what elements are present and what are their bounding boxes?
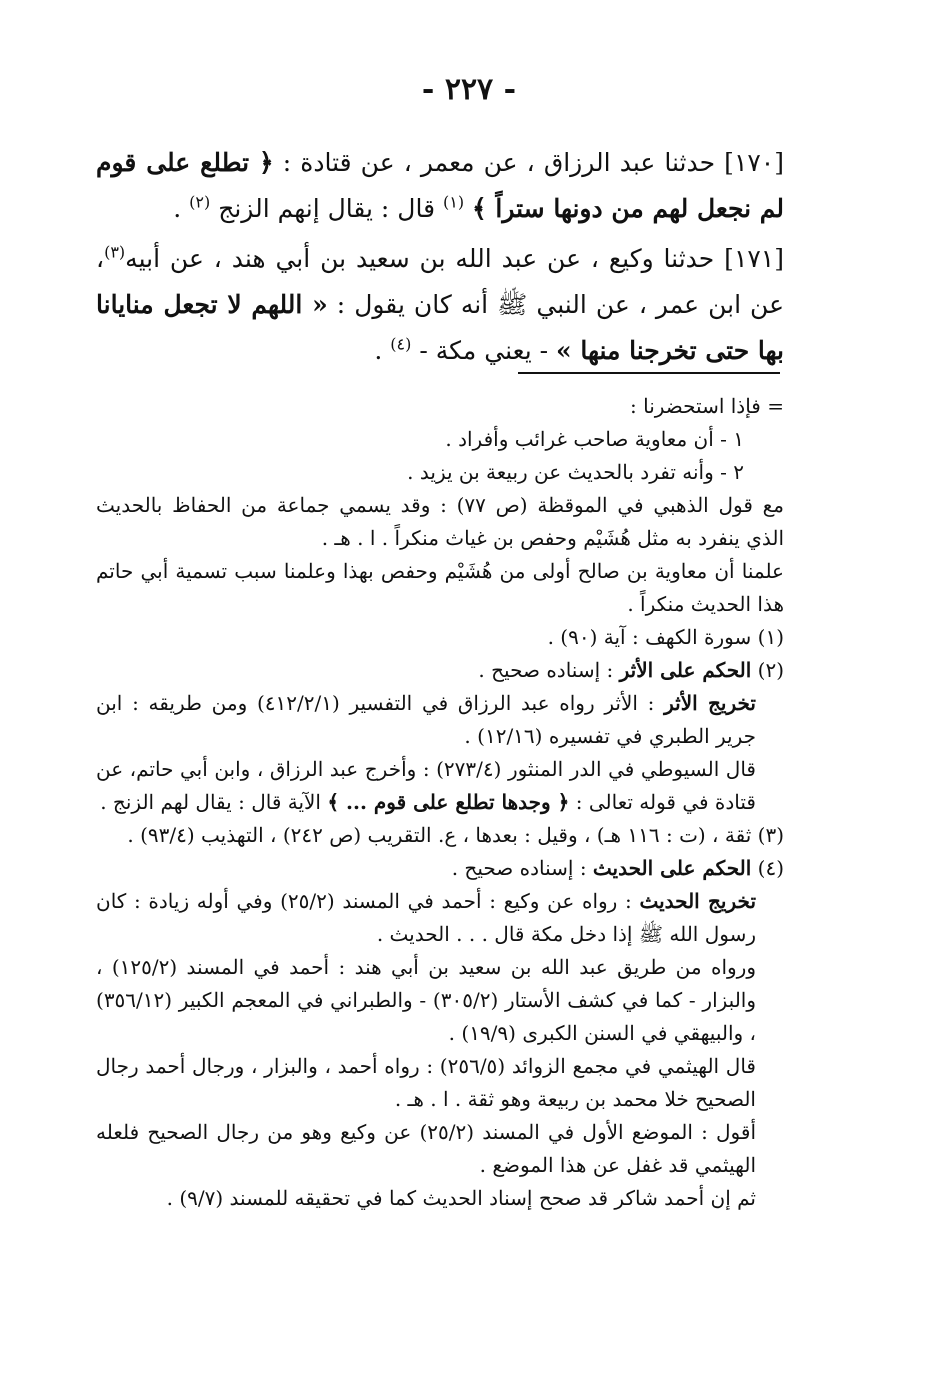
- footnote-label: الحكم على الحديث: [592, 856, 752, 880]
- footnote-continuation: [96, 390, 784, 423]
- hadith-170: [96, 140, 784, 232]
- footnote-label: الحكم على الأثر: [619, 658, 752, 682]
- takhrij-label: تخريج الأثر: [664, 691, 756, 715]
- footnote-number: (٢): [757, 658, 784, 682]
- matn-text: قال : يقال إنهم الزنج: [218, 194, 436, 223]
- footnotes: [96, 390, 784, 1215]
- end-mark: .: [173, 194, 182, 223]
- footnote-ref: (١): [443, 192, 465, 212]
- hadith-number: [١٧١]: [724, 244, 784, 273]
- footnote-ref: (٣): [104, 242, 126, 262]
- footnote-4-para: ثم إن أحمد شاكر قد صحح إسناد الحديث كما في تحقيقه للمسند (٩/٧) .: [166, 1186, 756, 1210]
- isnad-text: حدثنا عبد الرزاق ، عن معمر ، عن قتادة :: [282, 148, 716, 177]
- matn-text: - يعني مكة -: [419, 336, 549, 365]
- footnote-4-para: أقول : الموضع الأول في المسند (٢٥/٢) عن وكيع وهو من رجال الصحيح فلعله الهيثمي قد غفل عن هذا الموضع .: [96, 1120, 757, 1177]
- footnote-2-suyuti: [96, 753, 784, 819]
- footnote-4-takhrij: [96, 885, 784, 951]
- footnote-line: فإذا استحضرنا :: [630, 394, 761, 418]
- footnote-number: (٤): [757, 856, 784, 880]
- dua-text: « اللهم لا تجعل منايانا بها حتى تخرجنا منها »: [96, 290, 784, 365]
- footnote-text: قال السيوطي في الدر المنثور (٢٧٣/٤) : وأخرج عبد الرزاق ، وابن أبي حاتم، عن قتادة في قوله تعالى :: [96, 757, 756, 814]
- isnad-text: حدثنا وكيع ، عن عبد الله بن سعيد بن أبي هند ، عن أبيه: [125, 244, 715, 273]
- footnote-2: [96, 654, 784, 687]
- takhrij-text: : رواه عن وكيع : أحمد في المسند (٢٥/٢) وفي أوله زيادة : كان رسول الله ﷺ إذا دخل مكة قال . . . الحديث .: [96, 889, 756, 946]
- end-mark: .: [374, 336, 383, 365]
- footnote-3: (٣) ثقة ، (ت : ١١٦ هـ) ، وقيل : بعدها ، ع. التقريب (ص ٢٤٢) ، التهذيب (٩٣/٤) .: [127, 823, 784, 847]
- quran-verse: ﴿ وجدها تطلع على قوم ... ﴾: [327, 790, 570, 814]
- footnote-ref: (٢): [189, 192, 211, 212]
- main-text: [96, 140, 784, 378]
- footnote-4-para: ورواه من طريق عبد الله بن سعيد بن أبي هند : أحمد في المسند (١٢٥/٢) ، والبزار - كما في كشف الأستار (٣٠٥/٢) - والطبراني في المعجم الكبير (٣٥٦/١٢) ، والبيهقي في السنن الكبرى (١٩/٩) .: [96, 955, 756, 1045]
- footnote-line: علمنا أن معاوية بن صالح أولى من هُشَيْم وحفص بهذا وعلمنا سبب تسمية أبي حاتم هذا الحديث منكراً .: [96, 559, 784, 616]
- footnote-line: ١ - أن معاوية صاحب غرائب وأفراد .: [445, 427, 744, 451]
- isnad-text-2: ، عن ابن عمر ، عن النبي ﷺ أنه كان يقول :: [96, 244, 784, 319]
- footnote-2-takhrij: [96, 687, 784, 753]
- footnote-1: (١) سورة الكهف : آية (٩٠) .: [547, 625, 784, 649]
- quran-verse: ﴿ تطلع على قوم لم نجعل لهم من دونها ستراً ﴾: [96, 148, 784, 223]
- takhrij-label: تخريج الحديث: [639, 889, 757, 913]
- footnote-text: : إسناده صحيح .: [478, 658, 614, 682]
- hadith-171: [96, 236, 784, 374]
- footnote-ref: (٤): [390, 334, 412, 354]
- footnote-divider: [518, 372, 780, 374]
- footnote-line: مع قول الذهبي في الموقظة (ص ٧٧) : وقد يسمي جماعة من الحفاظ بالحديث الذي ينفرد به مثل هُشَيْم وحفص بن غياث منكراً . ا . هـ .: [96, 493, 784, 550]
- page-number: - ٢٢٧ -: [421, 72, 517, 107]
- hadith-number: [١٧٠]: [724, 148, 784, 177]
- footnote-line: ٢ - وأنه تفرد بالحديث عن ربيعة بن يزيد .: [407, 460, 744, 484]
- continuation-mark: =: [767, 394, 784, 418]
- footnote-4-para: قال الهيثمي في مجمع الزوائد (٢٥٦/٥) : رواه أحمد ، والبزار ، ورجال أحمد رجال الصحيح خلا محمد بن ربيعة وهو ثقة . ا . هـ .: [96, 1054, 756, 1111]
- footnote-text: الآية قال : يقال لهم الزنج .: [100, 790, 321, 814]
- takhrij-text: : الأثر رواه عبد الرزاق في التفسير (٤١٢/٢/١) ومن طريقه : ابن جرير الطبري في تفسيره (١٢/١٦) .: [96, 691, 756, 748]
- footnote-text: : إسناده صحيح .: [451, 856, 587, 880]
- footnote-4: [96, 852, 784, 885]
